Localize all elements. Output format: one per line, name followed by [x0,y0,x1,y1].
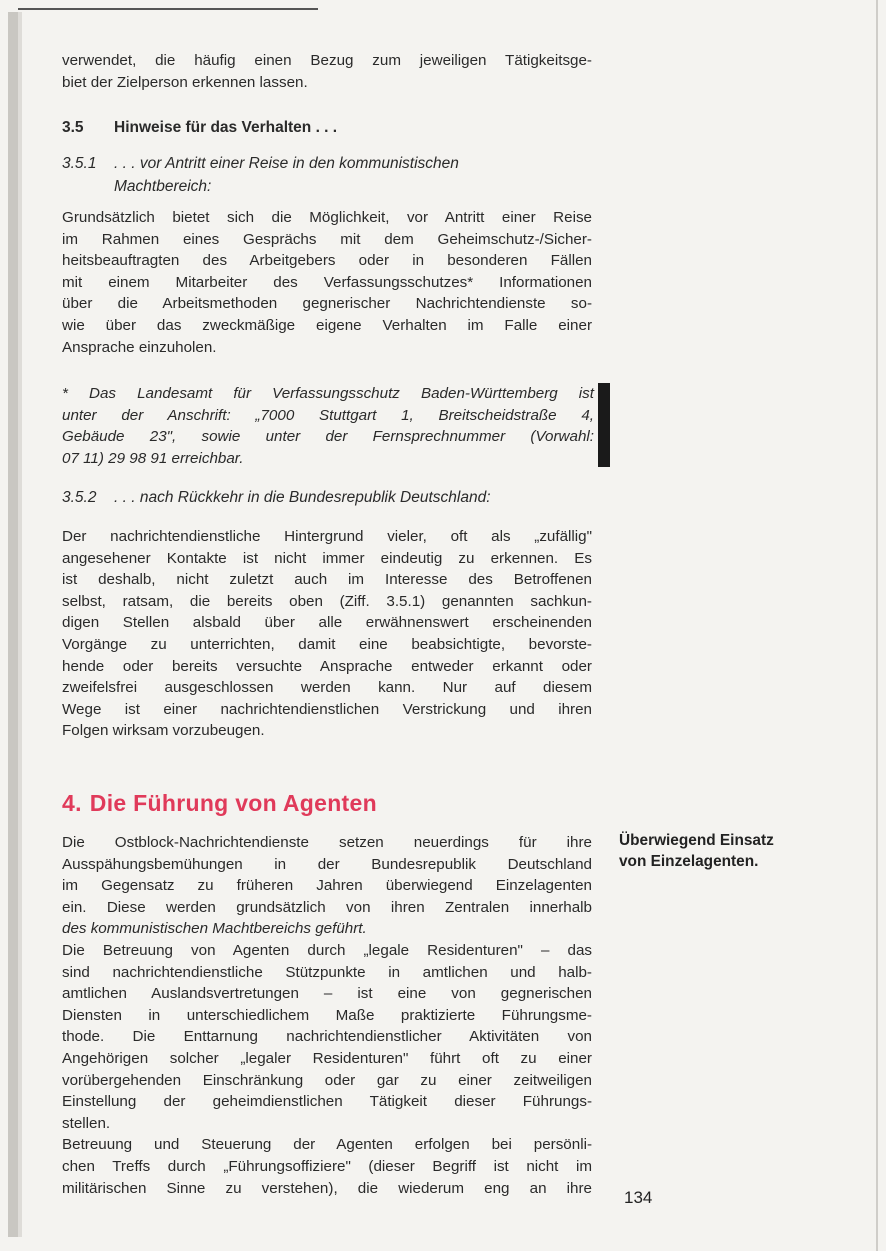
text-line: digen Stellen alsbald über alle erwähnenswert erscheinenden [62,614,592,632]
section-title-line: . . . vor Antritt einer Reise in den kommunistischen [114,155,459,172]
text-line: verwendet, die häufig einen Bezug zum jeweiligen Tätigkeitsge- [62,52,592,69]
page-spine [8,12,18,1237]
text-line: * Das Landesamt für Verfassungsschutz Baden-Württemberg ist [62,385,594,402]
text-line: sind nachrichtendienstliche Stützpunkte in amtlichen und halb- [62,963,592,981]
text-line: Diensten in unterschiedlichem Maße praktizierte Führungsme- [62,1006,592,1024]
section-title: . . . nach Rückkehr in die Bundesrepublik Deutschland: [114,489,491,506]
section-title: Hinweise für das Verhalten . . . [114,119,338,136]
text-line: Grundsätzlich bietet sich die Möglichkeit, vor Antritt einer Reise [62,209,592,226]
section-3-5-1-heading [62,152,592,198]
text-line: des kommunistischen Machtbereichs geführt. [62,920,367,938]
text-line: Angehörigen solcher „legaler Residenturen" führt oft zu einer [62,1049,592,1067]
text-line: thode. Die Enttarnung nachrichtendienstlicher Aktivitäten von [62,1028,592,1046]
text-line: Einstellung der geheimdienstlichen Tätigkeit dieser Führungs- [62,1093,592,1111]
text-line: 07 11) 29 98 91 erreichbar. [62,449,244,467]
margin-note-line: von Einzelagenten. [619,853,759,870]
text-line: ist deshalb, nicht zuletzt auch im Interesse des Betroffenen [62,571,592,589]
section-3-5-2-heading [62,489,592,507]
page-number: 134 [624,1188,653,1207]
text-line: Der nachrichtendienstliche Hintergrund vieler, oft als „zufällig" [62,528,592,545]
text-line: Vorgänge zu unterrichten, damit eine beabsichtigte, bevorste- [62,635,592,653]
text-line: heitsbeauftragten des Arbeitgebers oder in besonderen Fällen [62,252,592,270]
paragraph-3-5-2 [62,526,592,742]
margin-note [619,830,829,872]
text-line: stellen. [62,1114,111,1132]
text-line: angesehener Kontakte ist nicht immer eindeutig zu erkennen. Es [62,549,592,567]
section-number: 3.5 [62,119,84,136]
text-line: ein. Diese werden grundsätzlich von ihren Zentralen innerhalb [62,898,592,916]
text-line: selbst, ratsam, die bereits oben (Ziff. 3.5.1) genannten sachkun- [62,592,592,610]
chapter-title: Die Führung von Agenten [89,790,377,816]
footnote [62,383,594,469]
paragraph-3-5-1 [62,207,592,358]
paragraph-4 [62,832,592,1199]
text-line: Ansprache einzuholen. [62,338,217,356]
chapter-4-heading [62,790,592,817]
text-line: vorübergehenden Einschränkung oder gar zu einer zeitweiligen [62,1071,592,1089]
text-line: wie über das zweckmäßige eigene Verhalten im Falle einer [62,316,592,334]
top-rule [18,8,318,10]
section-number: 3.5.2 [62,489,97,506]
text-line: mit einem Mitarbeiter des Verfassungsschutzes* Informationen [62,273,592,291]
text-line: im Gegensatz zu früheren Jahren überwiegend Einzelagenten [62,877,592,895]
text-line: hende oder bereits versuchte Ansprache entweder erkannt oder [62,657,592,675]
text-line: Gebäude 23", sowie unter der Fernsprechnummer (Vorwahl: [62,428,594,446]
text-line: amtlichen Auslandsvertretungen – ist eine von gegnerischen [62,985,592,1003]
text-line: Betreuung und Steuerung der Agenten erfolgen bei persönli- [62,1136,592,1154]
text-line: Ausspähungsbemühungen in der Bundesrepublik Deutschland [62,855,592,873]
text-line: unter der Anschrift: „7000 Stuttgart 1, Breitscheidstraße 4, [62,406,594,424]
section-title-line: Machtbereich: [114,178,212,195]
text-line: über die Arbeitsmethoden gegnerischer Nachrichtendienste so- [62,295,592,313]
text-line: im Rahmen eines Gesprächs mit dem Geheimschutz-/Sicher- [62,230,592,248]
text-line: Wege ist einer nachrichtendienstlichen Verstrickung und ihren [62,700,592,718]
text-line: Die Betreuung von Agenten durch „legale Residenturen" – das [62,941,592,959]
text-line: militärischen Sinne zu verstehen), die wiederum eng an ihre [62,1179,592,1197]
text-line: Die Ostblock-Nachrichtendienste setzen neuerdings für ihre [62,834,592,851]
margin-note-line: Überwiegend Einsatz [619,832,774,849]
page-edge [876,0,878,1251]
page-spine-shadow [18,12,22,1237]
intro-paragraph [62,50,592,93]
text-line: zweifelsfrei ausgeschlossen werden kann. Nur auf diesem [62,679,592,697]
margin-marker-bar [598,383,610,467]
section-3-5-heading [62,119,592,137]
text-line: Folgen wirksam vorzubeugen. [62,722,265,740]
section-number: 3.5.1 [62,155,97,172]
text-line: biet der Zielperson erkennen lassen. [62,73,308,91]
text-line: chen Treffs durch „Führungsoffiziere" (dieser Begriff ist nicht im [62,1157,592,1175]
chapter-number: 4. [62,790,82,816]
